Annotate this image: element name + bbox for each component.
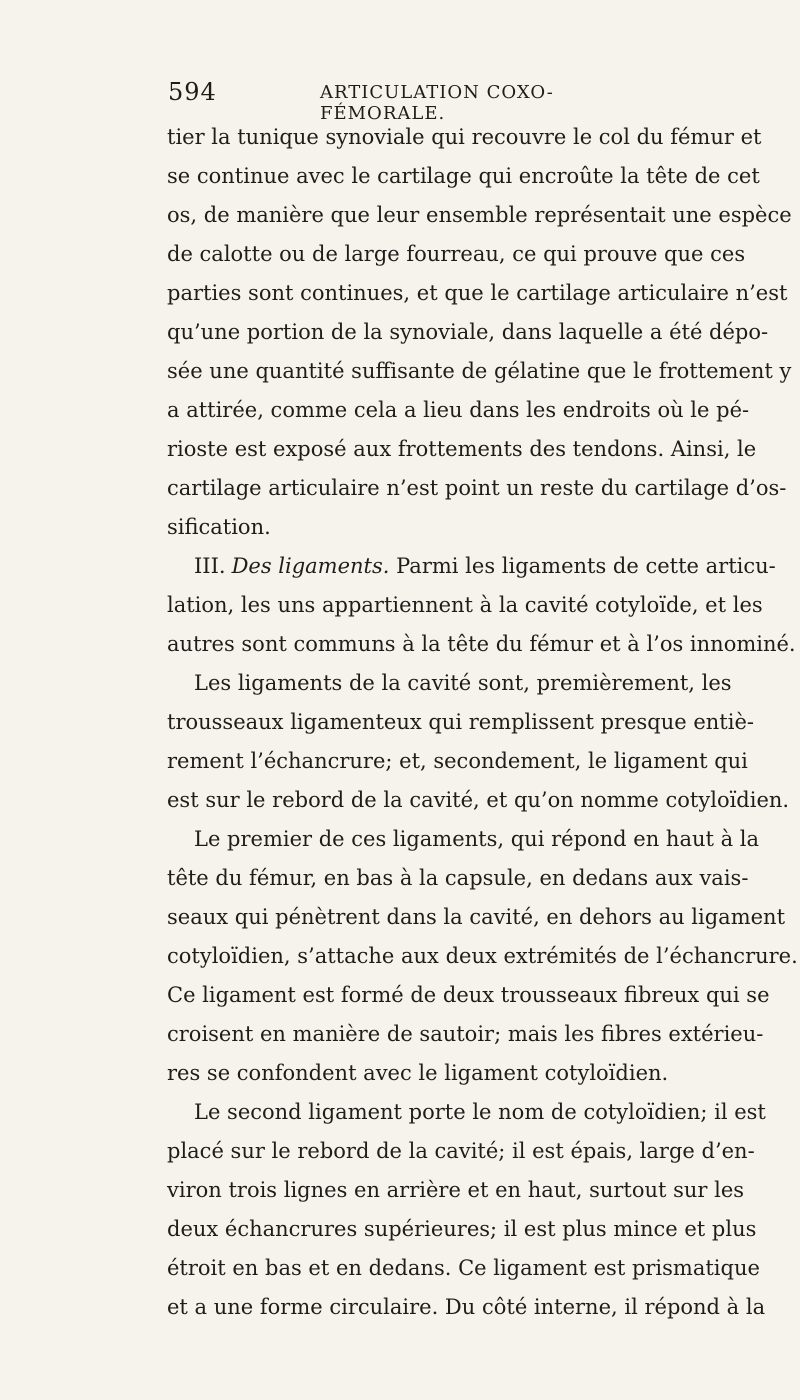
line-text: deux échancrures supérieures; il est plus mince et plus [167,1217,757,1241]
text-line [167,1171,745,1210]
text-line [167,664,731,703]
text-line [167,508,731,547]
text-line [167,625,796,664]
line-text: os, de manière que leur ensemble représentait une espèce [167,203,792,227]
line-text: Parmi les ligaments de cette articu- [396,554,776,578]
section-heading: Des ligaments. [231,554,390,578]
text-line [167,859,749,898]
running-head [168,78,648,124]
text-line [167,742,748,781]
text-line [167,1249,760,1288]
text-line [167,1210,757,1249]
text-line [167,157,760,196]
text-line [167,1132,755,1171]
text-line [167,274,788,313]
text-line [167,898,786,937]
line-text: rioste est exposé aux frottements des tendons. Ainsi, le [167,437,757,461]
line-text: et a une forme circulaire. Du côté interne, il répond à la [167,1295,766,1319]
line-text: viron trois lignes en arrière et en haut, surtout sur les [167,1178,745,1202]
line-text: seaux qui pénètrent dans la cavité, en dehors au ligament [167,905,786,929]
text-line [167,118,762,157]
line-text: res se confondent avec le ligament cotyloïdien. [167,1061,669,1085]
text-line [167,1054,731,1093]
text-line [167,1288,766,1327]
line-text: trousseaux ligamenteux qui remplissent presque entiè- [167,710,754,734]
line-text: autres sont communs à la tête du fémur et à l’os innominé. [167,632,796,656]
line-text: tête du fémur, en bas à la capsule, en dedans aux vais- [167,866,749,890]
line-text: placé sur le rebord de la cavité; il est épais, large d’en- [167,1139,755,1163]
line-text: lation, les uns appartiennent à la cavité cotyloïde, et les [167,593,763,617]
line-text: cotyloïdien, s’attache aux deux extrémités de l’échancrure. [167,944,798,968]
running-title: ARTICULATION COXO-FÉMORALE. [320,82,554,124]
line-text: qu’une portion de la synoviale, dans laquelle a été dépo- [167,320,769,344]
text-line [167,196,792,235]
line-text: tier la tunique synoviale qui recouvre le col du fémur et [167,125,762,149]
text-line [167,313,769,352]
line-text: Ce ligament est formé de deux trousseaux fibreux qui se [167,983,770,1007]
line-text: rement l’échancrure; et, secondement, le ligament qui [167,749,748,773]
text-line [167,352,792,391]
line-text: croisent en manière de sautoir; mais les fibres extérieu- [167,1022,764,1046]
text-line [167,703,754,742]
line-text: sification. [167,515,271,539]
text-line [167,781,790,820]
text-line [167,235,746,274]
text-line [167,1015,764,1054]
line-text: Le second ligament porte le nom de cotyloïdien; il est [194,1100,766,1124]
line-text: Le premier de ces ligaments, qui répond en haut à la [194,827,760,851]
line-text: Les ligaments de la cavité sont, premièrement, les [194,671,732,695]
line-text: est sur le rebord de la cavité, et qu’on nomme cotyloïdien. [167,788,790,812]
text-line [167,1093,766,1132]
text-line [167,391,750,430]
text-line [167,430,757,469]
line-text: cartilage articulaire n’est point un reste du cartilage d’os- [167,476,787,500]
line-text: parties sont continues, et que le cartilage articulaire n’est [167,281,788,305]
text-line [167,586,763,625]
page-number: 594 [168,78,217,106]
line-text: se continue avec le cartilage qui encroûte la tête de cet [167,164,760,188]
text-line [167,547,776,586]
line-text: étroit en bas et en dedans. Ce ligament est prismatique [167,1256,760,1280]
section-number: III. [194,554,226,578]
text-line [167,820,760,859]
text-line [167,976,770,1015]
text-line [167,937,798,976]
line-text: sée une quantité suffisante de gélatine que le frottement y [167,359,792,383]
line-text: de calotte ou de large fourreau, ce qui prouve que ces [167,242,746,266]
line-text: a attirée, comme cela a lieu dans les endroits où le pé- [167,398,750,422]
text-line [167,469,787,508]
body-text [167,118,798,1327]
